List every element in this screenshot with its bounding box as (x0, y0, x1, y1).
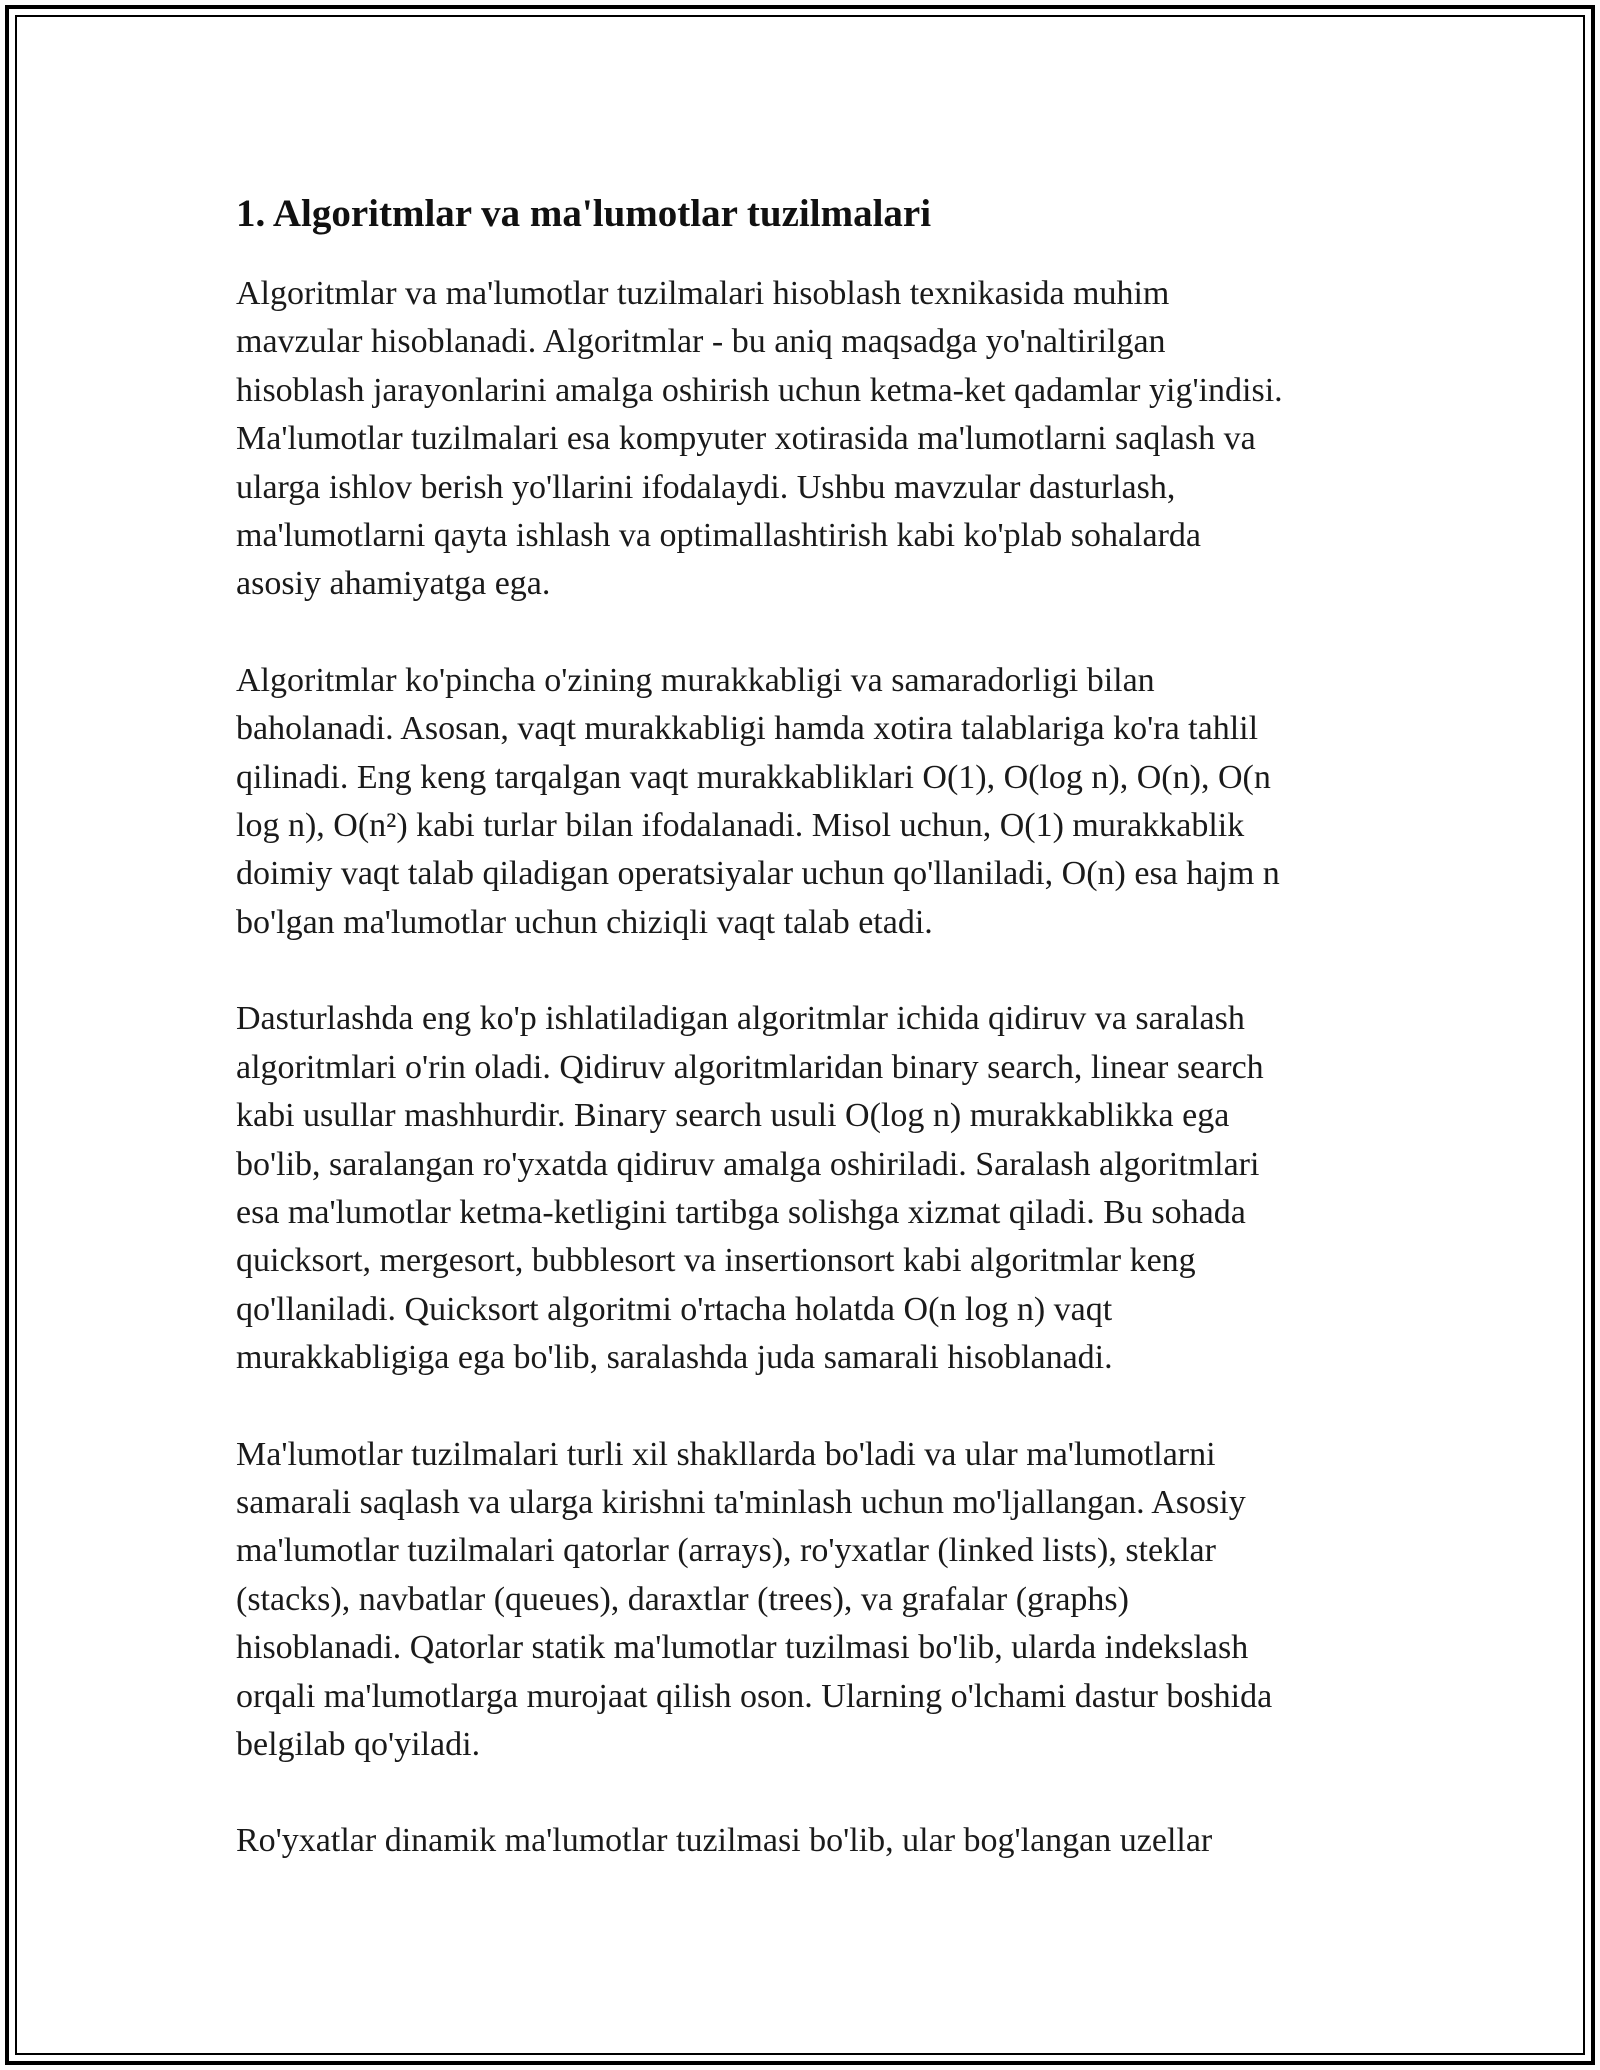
text-line: Ma'lumotlar tuzilmalari turli xil shakllarda bo'ladi va ular ma'lumotlarni (236, 1435, 1216, 1473)
paragraph-4 (236, 1431, 1376, 1770)
text-line: asosiy ahamiyatga ega. (236, 565, 551, 603)
document-body (236, 184, 1376, 1866)
text-line: Dasturlashda eng ko'p ishlatiladigan algoritmlar ichida qidiruv va saralash (236, 1000, 1245, 1038)
text-line: quicksort, mergesort, bubblesort va insertionsort kabi algoritmlar keng (236, 1242, 1196, 1280)
text-line: hisoblash jarayonlarini amalga oshirish uchun ketma-ket qadamlar yig'indisi. (236, 371, 1283, 409)
text-line: orqali ma'lumotlarga murojaat qilish oson. Ularning o'lchami dastur boshida (236, 1677, 1273, 1715)
text-line: ma'lumotlarni qayta ishlash va optimallashtirish kabi ko'plab sohalarda (236, 517, 1201, 555)
text-line: algoritmlari o'rin oladi. Qidiruv algoritmlaridan binary search, linear search (236, 1048, 1264, 1086)
text-line: belgilab qo'yiladi. (236, 1725, 481, 1763)
paragraph-2 (236, 657, 1376, 947)
text-line: Ma'lumotlar tuzilmalari esa kompyuter xotirasida ma'lumotlarni saqlash va (236, 420, 1256, 458)
text-line: qo'llaniladi. Quicksort algoritmi o'rtacha holatda O(n log n) vaqt (236, 1290, 1113, 1328)
text-line: hisoblanadi. Qatorlar statik ma'lumotlar tuzilmasi bo'lib, ularda indekslash (236, 1629, 1249, 1667)
paragraph-1 (236, 270, 1376, 609)
text-line: Algoritmlar va ma'lumotlar tuzilmalari hisoblash texnikasida muhim (236, 275, 1170, 312)
paragraph-3 (236, 995, 1376, 1382)
text-line: doimiy vaqt talab qiladigan operatsiyalar uchun qo'llaniladi, O(n) esa hajm n (236, 855, 1280, 893)
text-line: ma'lumotlar tuzilmalari qatorlar (arrays), ro'yxatlar (linked lists), steklar (236, 1532, 1216, 1570)
text-line: Algoritmlar ko'pincha o'zining murakkabligi va samaradorligi bilan (236, 661, 1155, 699)
text-line: Ro'yxatlar dinamik ma'lumotlar tuzilmasi bo'lib, ular bog'langan uzellar (236, 1822, 1213, 1860)
text-line: qilinadi. Eng keng tarqalgan vaqt murakkabliklari O(1), O(log n), O(n), O(n (236, 758, 1271, 796)
text-line: bo'lib, saralangan ro'yxatda qidiruv amalga oshiriladi. Saralash algoritmlari (236, 1145, 1260, 1183)
text-line: bo'lgan ma'lumotlar uchun chiziqli vaqt talab etadi. (236, 903, 933, 941)
text-line: log n), O(n²) kabi turlar bilan ifodalanadi. Misol uchun, O(1) murakkablik (236, 807, 1245, 845)
paragraph-5 (236, 1817, 1376, 1865)
text-line: (stacks), navbatlar (queues), daraxtlar (trees), va grafalar (graphs) (236, 1580, 1129, 1618)
text-line: baholanadi. Asosan, vaqt murakkabligi hamda xotira talablariga ko'ra tahlil (236, 710, 1259, 748)
text-line: samarali saqlash va ularga kirishni ta'minlash uchun mo'ljallangan. Asosiy (236, 1483, 1246, 1521)
text-line: kabi usullar mashhurdir. Binary search usuli O(log n) murakkablikka ega (236, 1097, 1230, 1135)
text-line: murakkabligiga ega bo'lib, saralashda juda samarali hisoblanadi. (236, 1339, 1113, 1377)
text-line: mavzular hisoblanadi. Algoritmlar - bu aniq maqsadga yo'naltirilgan (236, 323, 1166, 361)
text-line: esa ma'lumotlar ketma-ketligini tartibga solishga xizmat qiladi. Bu sohada (236, 1193, 1246, 1231)
section-title: 1. Algoritmlar va ma'lumotlar tuzilmalari (236, 192, 932, 235)
text-line: ularga ishlov berish yo'llarini ifodalaydi. Ushbu mavzular dasturlash, (236, 468, 1176, 506)
